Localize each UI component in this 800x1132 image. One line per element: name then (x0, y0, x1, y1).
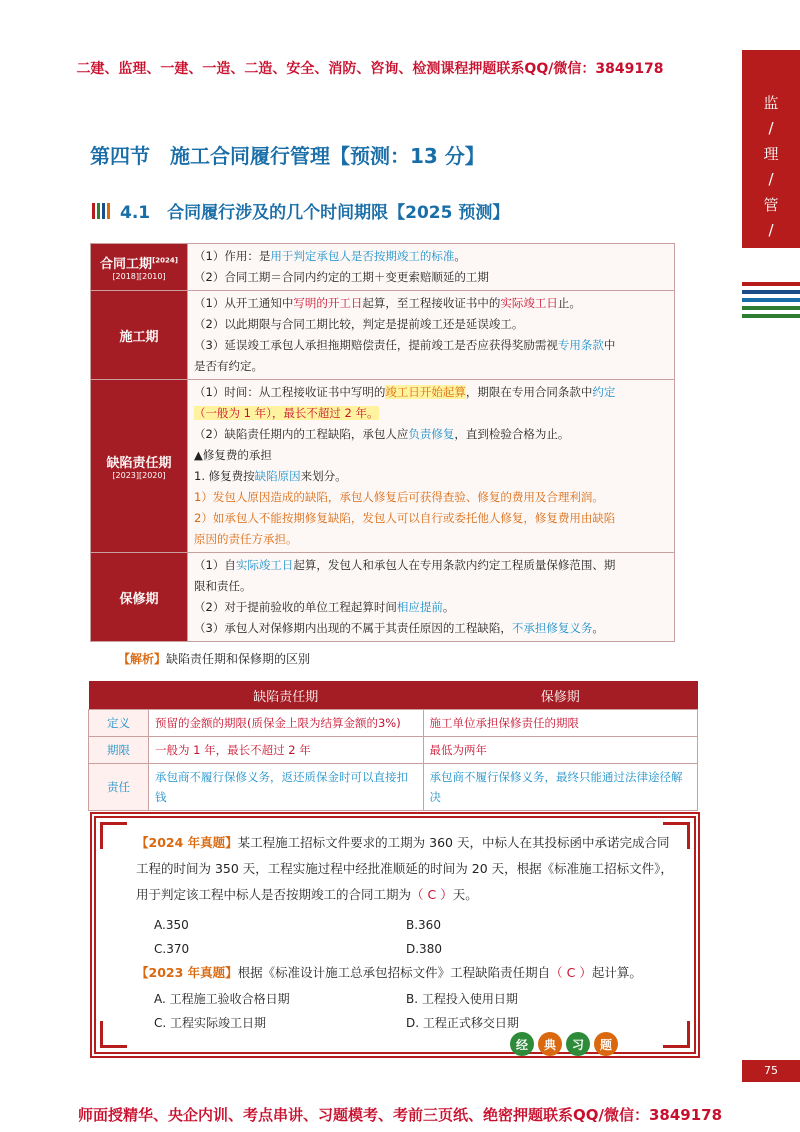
side-tab-char: / (768, 170, 774, 188)
option: B.360 (406, 918, 441, 932)
cell: 承包商不履行保修义务，最终只能通过法律途径解决 (423, 764, 698, 811)
option: C.370 (154, 942, 190, 956)
column-header: 保修期 (423, 681, 698, 710)
side-decor-stripes (742, 282, 800, 322)
cell: 预留的金额的期限(质保金上限为结算金额的3%) (149, 710, 424, 737)
sub-title (92, 198, 509, 223)
side-tab-char: / (768, 221, 774, 239)
cell: 一般为 1 年，最长不超过 2 年 (149, 737, 424, 764)
table-row (89, 764, 698, 811)
question-1: 【2024 年真题】某工程施工招标文件要求的工期为 360 天，中标人在其投标函中承诺完成合同工程的时间为 350 天，工程实施过程中经批准顺延的时间为 20 天，根据《标准施工招标文件》，用于判定该工程中标人是否按期竣工的合同工期为（ C ）天。 (136, 835, 673, 902)
cell: 最低为两年 (423, 737, 698, 764)
side-tab-char: 监 (763, 94, 779, 112)
table-row (91, 244, 675, 291)
badge-char: 典 (538, 1032, 562, 1056)
page-number: 75 (742, 1060, 800, 1082)
row-content: （1）自实际竣工日起算，发包人和承包人在专用条款内约定工程质量保修范围、期 限和责任。 （2）对于提前验收的单位工程起算时间相应提前。 （3）承包人对保修期内出现的不属于其责任原因的工程缺陷，不承担修复义务。 (188, 553, 675, 642)
column-header: 缺陷责任期 (149, 681, 424, 710)
frame-corner (663, 1021, 690, 1048)
analysis-note (118, 650, 310, 667)
option: A.350 (154, 918, 189, 932)
top-banner: 二建、监理、一建、一造、二造、安全、消防、咨询、检测课程押题联系QQ/微信：3849178 (76, 61, 664, 77)
corner-header (89, 681, 149, 710)
row-header: 责任 (89, 764, 149, 811)
table-row (91, 291, 675, 380)
frame-corner (100, 1021, 127, 1048)
exercise-box (90, 812, 700, 1058)
badge-char: 经 (510, 1032, 534, 1056)
label-text: 合同工期 (100, 257, 153, 272)
table-row (91, 553, 675, 642)
question-2: 【2023 年真题】根据《标准设计施工总承包招标文件》工程缺陷责任期自（ C ）起计算。 (136, 965, 642, 980)
row-label (91, 244, 188, 291)
option: D.380 (406, 942, 442, 956)
sub-title-text: 4.1 合同履行涉及的几个时间期限【2025 预测】 (120, 203, 510, 223)
table-row (91, 380, 675, 553)
row-label: 施工期 (91, 291, 188, 380)
analysis-text: 缺陷责任期和保修期的区别 (166, 652, 311, 666)
section-title: 第四节 施工合同履行管理【预测：13 分】 (90, 144, 485, 168)
classic-exercise-badge (510, 1032, 618, 1056)
bars-icon (92, 203, 110, 219)
badge-char: 习 (566, 1032, 590, 1056)
cell: 承包商不履行保修义务，返还质保金时可以直接扣钱 (149, 764, 424, 811)
row-content: （1）时间：从工程接收证书中写明的竣工日开始起算，期限在专用合同条款中约定 （一般为 1 年），最长不超过 2 年。 （2）缺陷责任期内的工程缺陷，承包人应负责修复，直到检验合格为止。 ▲修复费的承担 1. 修复费按缺陷原因来划分。 1）发包人原因造成的缺陷，承包人修复后可获得查验、修复的费用及合理利润。 2）如承包人不能按期修复缺陷，发包人可以自行或委托他人修复，修复费用由缺陷 原因的责任方承担。 (188, 380, 675, 553)
table-row (89, 710, 698, 737)
side-tab-char: 管 (763, 196, 779, 214)
side-chapter-tab (742, 50, 800, 265)
periods-table (90, 243, 675, 642)
side-tab-char: 理 (763, 247, 779, 265)
frame-corner (100, 822, 127, 849)
option: D. 工程正式移交日期 (406, 1016, 519, 1030)
row-content: （1）作用：是用于判定承包人是否按期竣工的标准。 （2）合同工期＝合同内约定的工期＋变更索赔顺延的工期 (188, 244, 675, 291)
badge-char: 题 (594, 1032, 618, 1056)
row-header: 期限 (89, 737, 149, 764)
analysis-tag: 【解析】 (118, 652, 167, 666)
side-tab-char: 理 (763, 145, 779, 163)
option: C. 工程实际竣工日期 (154, 1016, 267, 1030)
row-header: 定义 (89, 710, 149, 737)
option: B. 工程投入使用日期 (406, 992, 518, 1006)
table-row (89, 737, 698, 764)
row-label: 缺陷责任期 [2023][2020] (91, 380, 188, 553)
label-years: [2018][2010] (112, 272, 166, 281)
side-tab-char: / (768, 119, 774, 137)
option: A. 工程施工验收合格日期 (154, 992, 290, 1006)
row-label: 保修期 (91, 553, 188, 642)
label-sup: [2024] (152, 256, 178, 265)
row-content: （1）从开工通知中写明的开工日起算，至工程接收证书中的实际竣工日止。 （2）以此期限与合同工期比较，判定是提前竣工还是延误竣工。 （3）延误竣工承包人承担拖期赔偿责任，提前竣工是否应获得奖励需视专用条款中 是否有约定。 (188, 291, 675, 380)
cell: 施工单位承担保修责任的期限 (423, 710, 698, 737)
comparison-table (88, 681, 698, 811)
bottom-banner: 师面授精华、央企内训、考点串讲、习题模考、考前三页纸、绝密押题联系QQ/微信：3849178 (77, 1106, 723, 1124)
